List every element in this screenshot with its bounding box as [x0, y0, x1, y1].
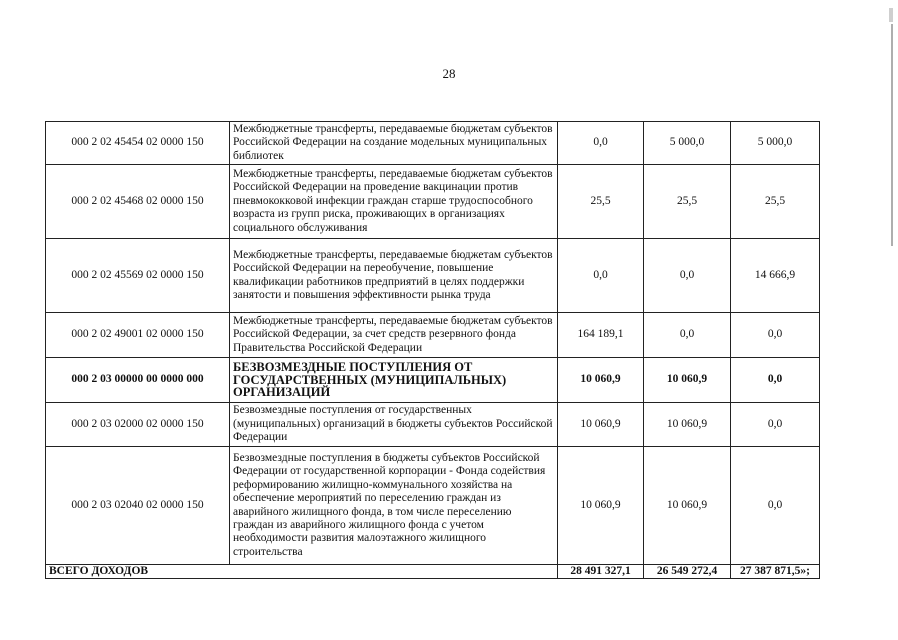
revenue-table	[45, 121, 820, 579]
row-value-3: 14 666,9	[731, 239, 820, 313]
row-value-1: 10 060,9	[558, 447, 644, 565]
row-value-3: 5 000,0	[731, 122, 820, 165]
row-name: Безвозмездные поступления в бюджеты субъектов Российской Федерации от государственной корпорации - Фонда содействия реформированию жилищно-коммунального хозяйства на обеспечение мероприятий по переселению граждан из аварийного жилищного фонда, в том числе переселению граждан из аварийного жилищного фонда с учетом необходимости развития малоэтажного жилищного строительства	[230, 447, 558, 565]
row-value-3: 25,5	[731, 165, 820, 239]
row-value-3: 0,0	[731, 313, 820, 358]
row-value-2: 25,5	[644, 165, 731, 239]
row-code: 000 2 03 00000 00 0000 000	[46, 358, 230, 403]
row-name: Межбюджетные трансферты, передаваемые бюджетам субъектов Российской Федерации на проведение вакцинации против пневмококковой инфекции граждан старше трудоспособного возраста из групп риска, проживающих в организациях социального обслуживания	[230, 165, 558, 239]
row-value-1: 10 060,9	[558, 403, 644, 447]
row-name: Межбюджетные трансферты, передаваемые бюджетам субъектов Российской Федерации на создание модельных муниципальных библиотек	[230, 122, 558, 165]
row-value-2: 5 000,0	[644, 122, 731, 165]
row-value-2: 0,0	[644, 313, 731, 358]
table-row	[46, 165, 820, 239]
row-value-1: 0,0	[558, 122, 644, 165]
row-name: Безвозмездные поступления от государственных (муниципальных) организаций в бюджеты субъектов Российской Федерации	[230, 403, 558, 447]
table-row	[46, 122, 820, 165]
row-name: Межбюджетные трансферты, передаваемые бюджетам субъектов Российской Федерации на переобучение, повышение квалификации работников предприятий в целях поддержки занятости и повышения эффективности рынка труда	[230, 239, 558, 313]
table-row	[46, 239, 820, 313]
row-name: БЕЗВОЗМЕЗДНЫЕ ПОСТУПЛЕНИЯ ОТ ГОСУДАРСТВЕННЫХ (МУНИЦИПАЛЬНЫХ) ОРГАНИЗАЦИЙ	[230, 358, 558, 403]
table-row	[46, 447, 820, 565]
scan-artifact-top	[889, 8, 893, 22]
scan-artifact-line	[891, 24, 893, 246]
row-value-1: 10 060,9	[558, 358, 644, 403]
row-code: 000 2 02 45454 02 0000 150	[46, 122, 230, 165]
row-value-2: 10 060,9	[644, 447, 731, 565]
total-value-2: 26 549 272,4	[644, 565, 731, 579]
total-row	[46, 565, 820, 579]
table-row-section	[46, 358, 820, 403]
row-value-2: 10 060,9	[644, 403, 731, 447]
total-label: ВСЕГО ДОХОДОВ	[46, 565, 558, 579]
row-code: 000 2 03 02000 02 0000 150	[46, 403, 230, 447]
row-code: 000 2 02 45569 02 0000 150	[46, 239, 230, 313]
row-value-1: 0,0	[558, 239, 644, 313]
row-value-1: 164 189,1	[558, 313, 644, 358]
row-value-1: 25,5	[558, 165, 644, 239]
row-value-2: 10 060,9	[644, 358, 731, 403]
row-name: Межбюджетные трансферты, передаваемые бюджетам субъектов Российской Федерации, за счет средств резервного фонда Правительства Российской Федерации	[230, 313, 558, 358]
row-value-2: 0,0	[644, 239, 731, 313]
total-value-1: 28 491 327,1	[558, 565, 644, 579]
table-row	[46, 403, 820, 447]
total-value-3: 27 387 871,5»;	[731, 565, 820, 579]
row-code: 000 2 03 02040 02 0000 150	[46, 447, 230, 565]
row-value-3: 0,0	[731, 447, 820, 565]
table-row	[46, 313, 820, 358]
row-value-3: 0,0	[731, 358, 820, 403]
row-code: 000 2 02 49001 02 0000 150	[46, 313, 230, 358]
row-value-3: 0,0	[731, 403, 820, 447]
row-code: 000 2 02 45468 02 0000 150	[46, 165, 230, 239]
page-number: 28	[442, 66, 456, 81]
